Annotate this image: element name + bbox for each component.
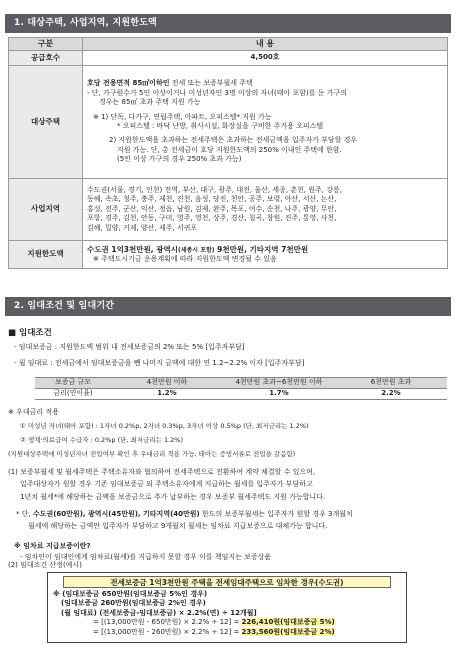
example-box <box>47 572 407 643</box>
label-target-house: 대상주택 <box>9 66 83 179</box>
para1-l3: 1년치 월세*에 해당하는 금액을 보증금으로 추가 납부하는 경우 보증부 월세주택도 지원 가능합니다. <box>20 492 326 501</box>
pref-item-1: ① 미성년 자녀(태아 포함) : 1자녀 0.2%p, 2자녀 0.3%p, 3자녀 이상 0.5%p (단, 최저금리는 1.2%) <box>20 422 309 431</box>
lease-deposit: - 임대보증금 : 지원한도액 범위 내 전세보증금의 2% 또는 5% [입주자부담] <box>14 343 245 351</box>
ex-r4-a: = [(13,000만원 - 650만원) × 2.2% ÷ 12] = <box>93 618 242 627</box>
target-rest: 전세 또는 보증부월세 주택 <box>169 79 253 88</box>
pref-item-2: ② 생계·의료급여 수급자 : 0.2%p (단, 최저금리는 1.2%) <box>20 436 184 445</box>
ex-r2-b: 260만원 <box>100 599 129 608</box>
para1-l1: (1) 보증부월세 및 월세주택은 주택소유자와 협의하여 전세주택으로 전환하여 계약 체결할 수 있으며, <box>8 468 316 476</box>
para1-l2: 입주대상자가 원할 경우 기존 임대보증금 외 주택소유자에게 지급하는 월세를 입주자가 부담하고 <box>20 480 313 489</box>
lease-heading: ■ 임대조건 <box>8 328 52 338</box>
rate-value-1: 1.2% <box>111 389 223 400</box>
rate-value-3: 2.2% <box>335 389 447 400</box>
ex-r5-a: = [(13,000만원 - 260만원) × 2.2% ÷ 12] = <box>93 627 242 636</box>
ex-r1-c: (임대보증금 5%인 경우) <box>129 590 208 598</box>
interest-rate-table <box>35 377 447 400</box>
target-line3: 경우는 85㎡ 초과 주택 지원 가능 <box>99 98 201 107</box>
rate-row-label: 금리(연이율) <box>35 389 111 400</box>
limit-content <box>83 241 448 269</box>
value-supply: 4,500호 <box>83 51 448 66</box>
target-note2-l1: 2) 지원한도액을 초과하는 전세주택은 초과하는 전세금액을 입주자가 부담할 경우 <box>109 136 358 145</box>
table-header-content: 내 용 <box>83 38 448 51</box>
pref-note: (지원대상주택에 미성년자녀 전입여부 확인 후 우대금리 적용 가능, 태아는 증빙서류로 전입을 갈음함) <box>8 449 296 458</box>
region-line3: 홍성, 전주, 군산, 익산, 정읍, 남원, 김제, 완주, 목포, 여수, 순천, 나주, 광양, 무안, <box>87 204 337 213</box>
target-note2-l2: 지원 가능. 단, 총 전세금이 호당 지원한도액의 250% 이내인 주택에 한함. <box>117 145 342 154</box>
limit-sejong: (세종시 포함) <box>177 246 215 254</box>
rate-value-2: 1.7% <box>223 389 335 400</box>
target-note1-sub: * 오피스텔 : 바닥 난방, 취사시설, 화장실을 구비한 주거용 오피스텔 <box>117 122 324 130</box>
section-title-2: 2. 임대조건 및 임대기간 <box>5 297 451 316</box>
ex-r3: (월 임대료) (전세보증금-임대보증금) × 2.2%(연) ÷ 12개월] <box>61 608 257 617</box>
section-title-1: 1. 대상주택, 사업지역, 지원한도액 <box>5 14 451 33</box>
region-line5: 김해, 밀양, 거제, 양산, 제주, 서귀포 <box>87 223 198 232</box>
target-house-content <box>83 66 448 179</box>
limit-note: ※ 주택도시기금 운용계획에 따라 지원한도액 변경될 수 있음 <box>93 254 277 263</box>
ex-r2-a: (임대보증금 <box>61 599 101 608</box>
guarantee-title: ※ 임차료 지급보증이란? <box>14 542 91 550</box>
label-region: 사업지역 <box>9 179 83 241</box>
ex-r1-a: ※ (임대보증금 <box>53 590 102 598</box>
limit-main: 수도권 1억3천만원, 광역시 <box>87 244 178 254</box>
ex-r2-c: (임대보증금 2%인 경우) <box>128 599 206 608</box>
ex-r4-b: 226,410원(임대보증금 5%) <box>241 618 335 627</box>
region-line2: 동해, 속초, 청주, 충주, 제천, 진천, 음성, 당진, 천안, 공주, 보령, 아산, 서산, 논산, <box>87 195 337 204</box>
ex-r5-b: 233,560원(임대보증금 2%) <box>241 627 335 636</box>
target-line2: - 단, 가구원수가 5인 이상이거나 미성년자인 3명 이상의 자녀(태아 포함)를 둔 가구의 <box>87 88 347 97</box>
ex-r1-b: 650만원 <box>101 590 130 598</box>
rate-header-3: 6천만원 초과 <box>335 378 447 389</box>
info-table <box>8 37 448 269</box>
example-title: 전세보증금 1억3천만원 주택을 전세임대주택으로 임차한 경우(수도권) <box>63 576 391 588</box>
rate-header-0: 보증금 규모 <box>35 378 111 389</box>
guarantee-text: - 임차인이 임대인에게 임차료(월세)를 지급하지 못할 경우 이를 책임지는 보증상품 <box>20 553 272 562</box>
star-line2: 월세에 해당하는 금액만 입주자가 부담하고 9개월치 월세는 임차료 지급보증으로 대체가능 합니다. <box>28 522 328 531</box>
star-rest: 한도의 보증부월세는 입주자가 원할 경우 3개월치 <box>199 510 353 518</box>
pref-title: ※ 우대금리 적용 <box>8 408 59 416</box>
region-content <box>83 179 448 241</box>
region-line1: 수도권(서울, 경기, 인천) 전역, 부산, 대구, 광주, 대전, 울산, 세종, 춘천, 원주, 강릉, <box>87 185 342 194</box>
rate-header-1: 4천만원 이하 <box>111 378 223 389</box>
star-bold: 수도권(60만원), 광역시(45만원), 기타지역(40만원) <box>32 510 200 518</box>
target-note2-l3: (5인 이상 가구의 경우 250% 초과 가능) <box>117 155 242 164</box>
table-header-category: 구분 <box>9 38 83 51</box>
limit-rest: 9천만원, 기타지역 7천만원 <box>214 244 309 254</box>
target-note1: ※ 1) 단독, 다가구, 연립주택, 아파트, 오피스텔* 지원 가능 <box>93 112 272 121</box>
label-limit: 지원한도액 <box>9 241 83 269</box>
star-prefix: * 단, <box>16 510 33 518</box>
region-line4: 포항, 경주, 김천, 안동, 구미, 영주, 영천, 상주, 경산, 칠곡, 창원, 진주, 통영, 사천, <box>87 214 337 223</box>
para2: (2) 임대조건 산정(예시) <box>8 561 82 569</box>
rate-header-2: 4천만원 초과~6천만원 이하 <box>223 378 335 389</box>
label-supply: 공급호수 <box>9 51 83 66</box>
target-bold: 호당 전용면적 85㎡이하인 <box>87 79 170 88</box>
lease-monthly-rent: - 월 임대료 : 전세금에서 임대보증금을 뺀 나머지 금액에 대한 연 1.2~2.2% 이자 [입주자부담] <box>14 359 305 367</box>
